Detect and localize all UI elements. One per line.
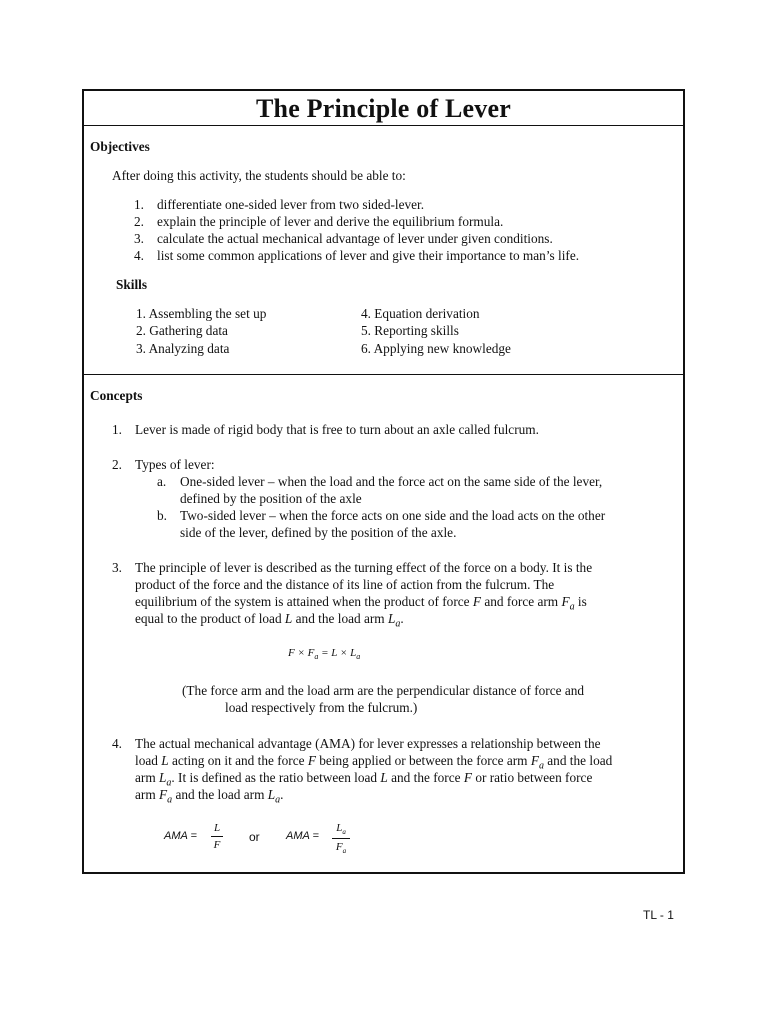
objectives-heading: Objectives bbox=[90, 139, 150, 154]
ama-fraction-load-force bbox=[211, 822, 223, 851]
objective-item bbox=[134, 196, 144, 213]
sub-text: side of the lever, defined by the position of the axle. bbox=[180, 525, 457, 540]
equilibrium-formula: $F \times F_a = L \times L_a$ bbox=[288, 647, 361, 662]
concept-num: 3. bbox=[112, 560, 122, 575]
concept-text: equal to the product of load L and the load arm $L_a$. bbox=[135, 611, 404, 630]
objective-text: differentiate one-sided lever from two sided-lever. bbox=[157, 197, 425, 212]
concept-num: 2. bbox=[112, 457, 122, 472]
skill-item: 6. Applying new knowledge bbox=[361, 341, 511, 356]
concept-num: 1. bbox=[112, 422, 122, 437]
skill-item: 4. Equation derivation bbox=[361, 306, 480, 321]
concept-text: The principle of lever is described as the turning effect of the force on a body. It is the bbox=[135, 560, 593, 575]
title-divider bbox=[84, 125, 683, 126]
concept-text: load L acting on it and the force F being applied or between the force arm $F_a$ and the load bbox=[135, 753, 613, 772]
skill-item: 1. Assembling the set up bbox=[136, 306, 267, 321]
ama-label: AMA = bbox=[286, 830, 319, 842]
concept-text: product of the force and the distance of its line of action from the fulcrum. The bbox=[135, 577, 555, 592]
objective-num: 2. bbox=[134, 214, 144, 229]
fraction-numerator: $L_a$ bbox=[336, 822, 346, 837]
section-divider bbox=[84, 374, 683, 375]
worksheet-frame bbox=[82, 89, 685, 874]
or-label: or bbox=[249, 830, 260, 844]
concept-text: arm $L_a$. It is defined as the ratio between load L and the force F or ratio between force bbox=[135, 770, 593, 789]
objective-num: 1. bbox=[134, 197, 144, 212]
skills-heading: Skills bbox=[116, 277, 148, 292]
objectives-intro: After doing this activity, the students should be able to: bbox=[112, 168, 406, 183]
fraction-numerator: L bbox=[213, 822, 221, 834]
objective-text: calculate the actual mechanical advantage of lever under given conditions. bbox=[157, 231, 553, 246]
concept-text: Types of lever: bbox=[135, 457, 215, 472]
sub-text: defined by the position of the axle bbox=[180, 491, 362, 506]
fraction-bar bbox=[332, 838, 350, 839]
fraction-bar bbox=[211, 836, 223, 837]
sub-label: b. bbox=[157, 508, 167, 523]
objective-text: explain the principle of lever and derive the equilibrium formula. bbox=[157, 214, 504, 229]
objective-num: 4. bbox=[134, 248, 144, 263]
concepts-heading: Concepts bbox=[90, 388, 143, 403]
concept-text: equilibrium of the system is attained when the product of force F and force arm $F_a$ is bbox=[135, 594, 587, 613]
concept-text: arm $F_a$ and the load arm $L_a$. bbox=[135, 787, 284, 806]
skill-item: 5. Reporting skills bbox=[361, 323, 459, 338]
concept-text: Lever is made of rigid body that is free to turn about an axle called fulcrum. bbox=[135, 422, 539, 437]
concept-num: 4. bbox=[112, 736, 122, 751]
fraction-denominator: F bbox=[213, 839, 221, 851]
ama-fraction-arms bbox=[332, 822, 350, 855]
skill-item: 2. Gathering data bbox=[136, 323, 228, 338]
page-footer: TL - 1 bbox=[643, 908, 674, 922]
sub-label: a. bbox=[157, 474, 167, 489]
concept-text: The actual mechanical advantage (AMA) for lever expresses a relationship between the bbox=[135, 736, 601, 751]
formula-note: (The force arm and the load arm are the perpendicular distance of force and bbox=[182, 683, 585, 698]
objective-num: 3. bbox=[134, 231, 144, 246]
sub-text: Two-sided lever – when the force acts on one side and the load acts on the other bbox=[180, 508, 606, 523]
page-title: The Principle of Lever bbox=[256, 94, 511, 123]
objective-text: list some common applications of lever and give their importance to man’s life. bbox=[157, 248, 580, 263]
skill-item: 3. Analyzing data bbox=[136, 341, 230, 356]
sub-text: One-sided lever – when the load and the force act on the same side of the lever, bbox=[180, 474, 603, 489]
fraction-denominator: $F_a$ bbox=[335, 841, 347, 856]
ama-label: AMA = bbox=[164, 830, 197, 842]
formula-note: load respectively from the fulcrum.) bbox=[225, 700, 418, 715]
